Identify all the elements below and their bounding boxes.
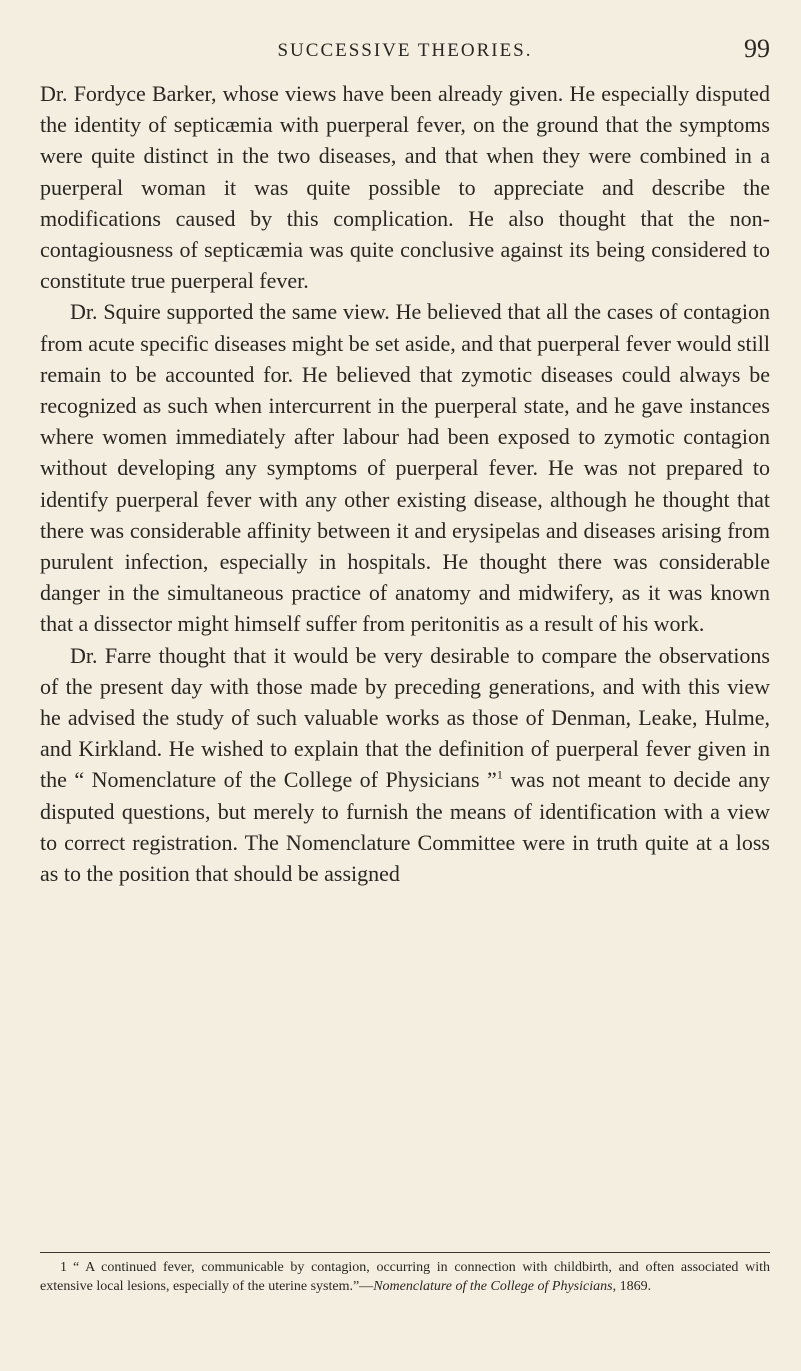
footnote-rule — [40, 1252, 770, 1253]
paragraph-fordyce-barker: Dr. Fordyce Barker, whose views have been already given. He especially disputed the identity of septicæmia with puerperal fever, on the ground that the symptoms were quite distinct in the two diseases, and that when they were combined in a puerperal woman it was quite possible to appreciate and describe the modifications caused by this complication. He also thought that the non-contagiousness of septicæmia was quite conclusive against its being considered to constitute true puerperal fever. — [40, 81, 770, 294]
paragraph-farre-text-before: Dr. Farre thought that it would be very desirable to compare the observations of the present day with those made by preceding generations, and with this view he advised the study of such valuable works as those of Denman, Leake, Hulme, and Kirkland. He wished to explain that the definition of puerperal fever given in the “ Nomenclature of the College of Physicians ” — [40, 642, 770, 793]
footnote-number: 1 — [60, 1260, 67, 1275]
paragraph-farre-text-after: was not meant to decide any disputed questions, but merely to furnish the means of identification with a view to correct registration. The Nomenclature Committee were in truth quite at a loss as to the position that should be assigned — [40, 767, 770, 887]
footnote — [40, 1258, 770, 1296]
footnote-source: Nomenclature of the College of Physicians — [373, 1279, 613, 1294]
footnote-text: “ A continued fever, communicable by contagion, occurring in connection with childbirth, and often associated with extensive local lesions, especially of the uterine system.”— — [40, 1260, 770, 1294]
paragraph-farre — [40, 640, 770, 890]
paragraph-squire: Dr. Squire supported the same view. He believed that all the cases of contagion from acute specific diseases might be set aside, and that puerperal fever would still remain to be accounted for. He believed that zymotic diseases could always be recognized as such when intercurrent in the puerperal state, and he gave instances where women immediately after labour had been exposed to zymotic contagion without developing any symptoms of puerperal fever. He was not prepared to identify puerperal fever with any other existing disease, although he thought that there was considerable affinity between it and erysipelas and diseases arising from purulent infection, especially in hospitals. He thought there was considerable danger in the simultaneous practice of anatomy and midwifery, as it was known that a dissector might himself suffer from peritonitis as a result of his work. — [40, 299, 770, 637]
footnote-year: , 1869. — [612, 1279, 652, 1294]
running-head — [40, 34, 770, 64]
footnote-reference: 1 — [496, 768, 503, 783]
page-number: 99 — [744, 34, 770, 63]
running-title: SUCCESSIVE THEORIES. — [277, 40, 533, 61]
body-text — [40, 78, 770, 889]
